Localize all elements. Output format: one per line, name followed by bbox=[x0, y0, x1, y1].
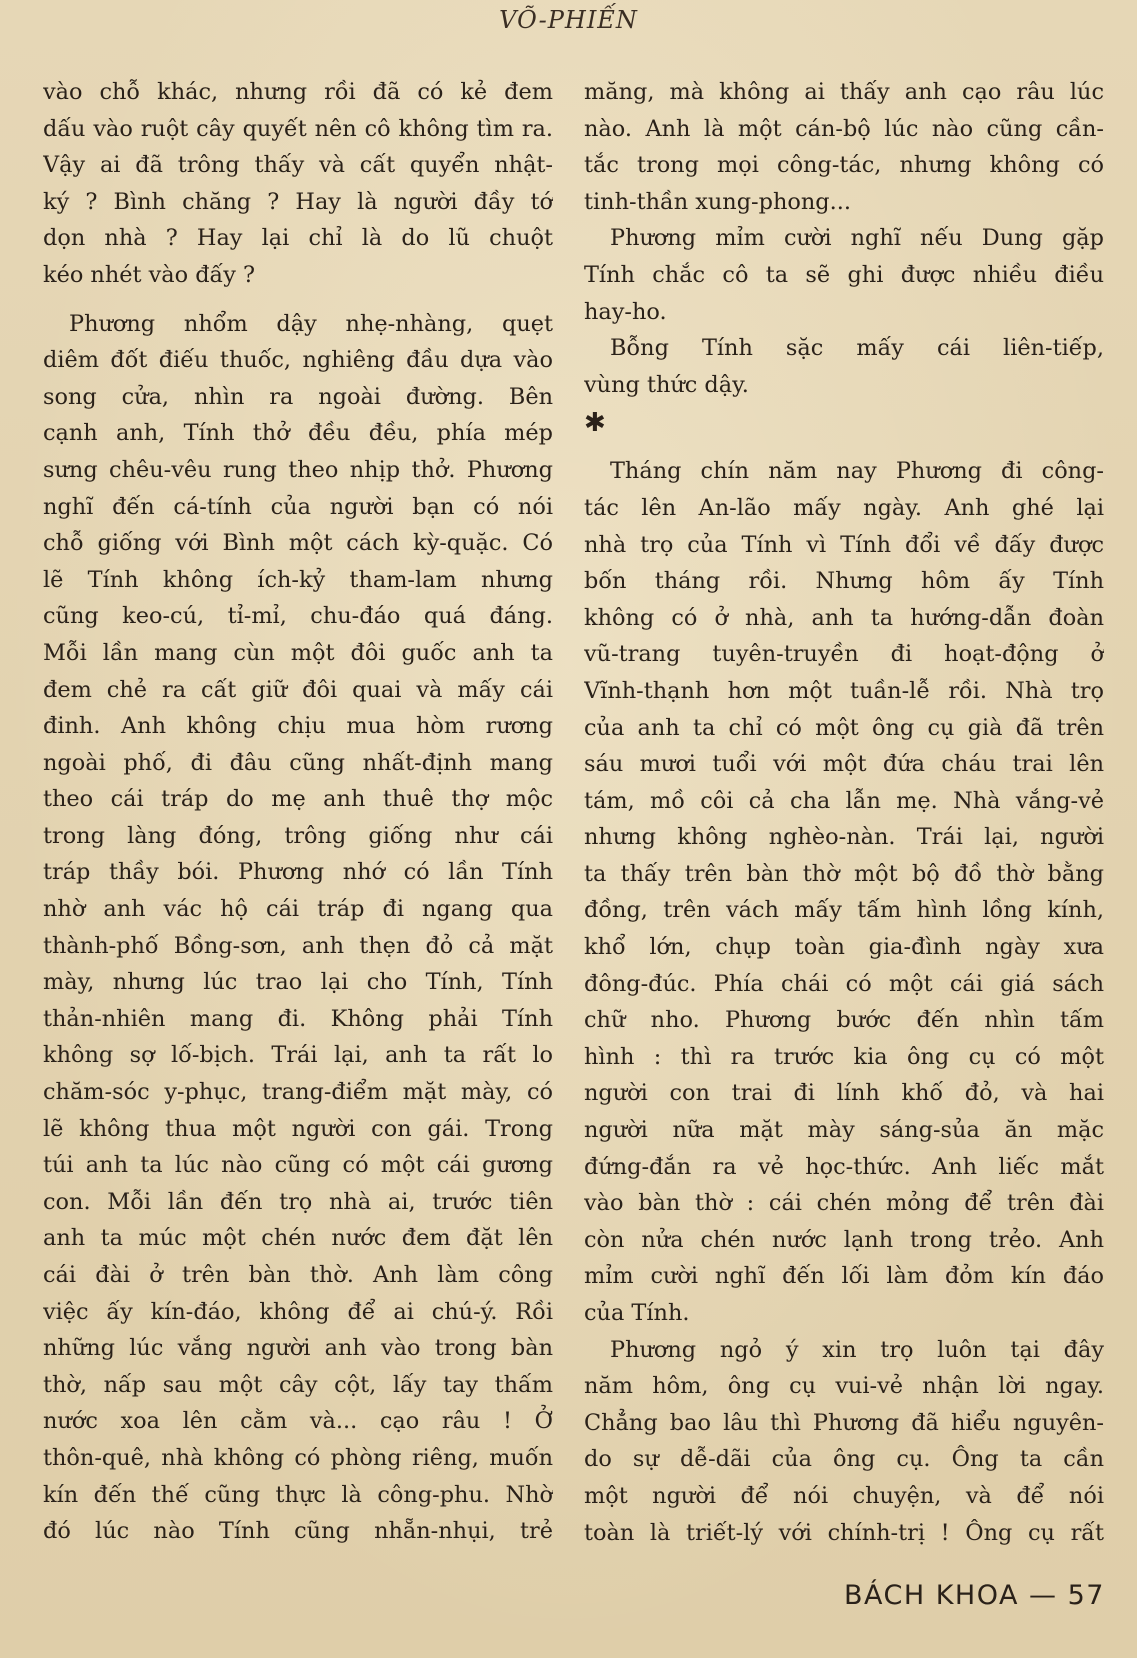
text-line: của Tính. bbox=[584, 1300, 690, 1326]
text-line: đông-đúc. Phía chái có một cái giá sách bbox=[584, 970, 1104, 997]
text-line: Mỗi lần mang cùn một đôi guốc anh ta bbox=[43, 639, 553, 666]
text-line: thành-phố Bồng-sơn, anh thẹn đỏ cả mặt bbox=[43, 932, 553, 959]
left-column bbox=[43, 74, 553, 1550]
text-line: đó lúc nào Tính cũng nhẵn-nhụi, trẻ bbox=[43, 1518, 553, 1545]
text-line: Phương nhổm dậy nhẹ-nhàng, quẹt bbox=[69, 310, 553, 337]
text-line: cũng keo-cú, tỉ-mỉ, chu-đáo quá đáng. bbox=[43, 603, 553, 630]
text-line: nào. Anh là một cán-bộ lúc nào cũng cần- bbox=[584, 115, 1104, 142]
text-line: Phương mỉm cười nghĩ nếu Dung gặp bbox=[610, 225, 1104, 252]
text-line: vũ-trang tuyên-truyền đi hoạt-động ở bbox=[584, 641, 1104, 668]
text-line: ta thấy trên bàn thờ một bộ đồ thờ bằng bbox=[584, 860, 1104, 887]
text-line: Tháng chín năm nay Phương đi công- bbox=[610, 458, 1104, 485]
text-line: Chẳng bao lâu thì Phương đã hiểu nguyên- bbox=[584, 1409, 1104, 1436]
text-line: trong làng đóng, trông giống như cái bbox=[43, 822, 553, 849]
text-line: nhờ anh vác hộ cái tráp đi ngang qua bbox=[43, 896, 553, 923]
text-line: việc ấy kín-đáo, không để ai chú-ý. Rồi bbox=[43, 1298, 553, 1325]
text-line: vùng thức dậy. bbox=[584, 371, 749, 398]
text-line: kéo nhét vào đấy ? bbox=[43, 261, 256, 288]
text-line: anh ta múc một chén nước đem đặt lên bbox=[43, 1225, 553, 1252]
text-line: thờ, nấp sau một cây cột, lấy tay thấm bbox=[43, 1371, 553, 1398]
right-column bbox=[584, 74, 1104, 1551]
text-line: khổ lớn, chụp toàn gia-đình ngày xưa bbox=[584, 934, 1104, 961]
text-line: hay-ho. bbox=[584, 298, 667, 325]
text-line: đinh. Anh không chịu mua hòm rương bbox=[43, 713, 553, 740]
text-line: lẽ Tính không ích-kỷ tham-lam nhưng bbox=[43, 566, 553, 593]
text-line: bốn tháng rồi. Nhưng hôm ấy Tính bbox=[584, 568, 1104, 595]
text-line: Vậy ai đã trông thấy và cất quyển nhật- bbox=[43, 152, 553, 179]
text-line: Vĩnh-thạnh hơn một tuần-lễ rồi. Nhà trọ bbox=[584, 677, 1104, 704]
text-line: mày, nhưng lúc trao lại cho Tính, Tính bbox=[43, 969, 553, 996]
text-line: nhà trọ của Tính vì Tính đổi về đấy được bbox=[584, 531, 1104, 558]
text-line: chữ nho. Phương bước đến nhìn tấm bbox=[584, 1007, 1104, 1034]
text-line: chỗ giống với Bình một cách kỳ-quặc. Có bbox=[43, 530, 553, 557]
running-head-author: VÕ-PHIẾN bbox=[499, 6, 638, 34]
text-line: Phương ngỏ ý xin trọ luôn tại đây bbox=[610, 1336, 1104, 1363]
text-line: những lúc vắng người anh vào trong bàn bbox=[43, 1335, 553, 1362]
text-line: túi anh ta lúc nào cũng có một cái gương bbox=[43, 1152, 553, 1179]
text-line: do sự dễ-dãi của ông cụ. Ông ta cần bbox=[584, 1446, 1104, 1473]
text-line: còn nửa chén nước lạnh trong trẻo. Anh bbox=[584, 1226, 1104, 1253]
text-line: người nữa mặt mày sáng-sủa ăn mặc bbox=[584, 1117, 1104, 1144]
text-line: con. Mỗi lần đến trọ nhà ai, trước tiên bbox=[43, 1188, 553, 1215]
text-line: Bỗng Tính sặc mấy cái liên-tiếp, bbox=[610, 335, 1104, 362]
text-line: tinh-thần xung-phong... bbox=[584, 188, 851, 215]
text-line: người con trai đi lính khố đỏ, và hai bbox=[584, 1080, 1104, 1107]
text-line: nhưng không nghèo-nàn. Trái lại, người bbox=[584, 824, 1104, 851]
text-line: không sợ lố-bịch. Trái lại, anh ta rất lo bbox=[43, 1042, 553, 1069]
text-line: vào bàn thờ : cái chén mỏng để trên đài bbox=[584, 1190, 1104, 1217]
paragraph-gap bbox=[43, 294, 553, 306]
text-line: thôn-quê, nhà không có phòng riêng, muốn bbox=[43, 1444, 553, 1471]
text-line: sưng chêu-vêu rung theo nhịp thở. Phương bbox=[43, 456, 553, 483]
text-line: sáu mươi tuổi với một đứa cháu trai lên bbox=[584, 751, 1104, 778]
text-line: kín đến thế cũng thực là công-phu. Nhờ bbox=[43, 1481, 553, 1508]
text-line: theo cái tráp do mẹ anh thuê thợ mộc bbox=[43, 786, 553, 813]
text-line: nước xoa lên cằm và... cạo râu ! Ở bbox=[43, 1408, 553, 1435]
text-line: đồng, trên vách mấy tấm hình lồng kính, bbox=[584, 897, 1104, 924]
text-line: tám, mồ côi cả cha lẫn mẹ. Nhà vắng-vẻ bbox=[584, 787, 1104, 814]
text-line: của anh ta chỉ có một ông cụ già đã trên bbox=[584, 714, 1104, 741]
text-line: dọn nhà ? Hay lại chỉ là do lũ chuột bbox=[43, 225, 553, 252]
text-line: chăm-sóc y-phục, trang-điểm mặt mày, có bbox=[43, 1079, 553, 1106]
text-line: đem chẻ ra cất giữ đôi quai và mấy cái bbox=[43, 676, 553, 703]
text-line: tráp thầy bói. Phương nhớ có lần Tính bbox=[43, 859, 553, 886]
right-column-top bbox=[584, 74, 1104, 403]
text-line: cái đài ở trên bàn thờ. Anh làm công bbox=[43, 1262, 553, 1288]
text-line: Tính chắc cô ta sẽ ghi được nhiều điều bbox=[584, 261, 1104, 288]
text-line: mỉm cười nghĩ đến lối làm đỏm kín đáo bbox=[584, 1263, 1104, 1290]
text-line: măng, mà không ai thấy anh cạo râu lúc bbox=[584, 79, 1104, 105]
right-column-bottom bbox=[584, 453, 1104, 1551]
text-line: năm hôm, ông cụ vui-vẻ nhận lời ngay. bbox=[584, 1373, 1104, 1400]
text-line: lẽ không thua một người con gái. Trong bbox=[43, 1115, 553, 1142]
text-line: cạnh anh, Tính thở đều đều, phía mép bbox=[43, 420, 553, 447]
text-line: thản-nhiên mang đi. Không phải Tính bbox=[43, 1005, 553, 1032]
text-line: tắc trong mọi công-tác, nhưng không có bbox=[584, 152, 1104, 179]
text-line: đứng-đắn ra vẻ học-thức. Anh liếc mắt bbox=[584, 1153, 1104, 1180]
text-line: hình : thì ra trước kia ông cụ có một bbox=[584, 1043, 1104, 1070]
text-line: dấu vào ruột cây quyết nên cô không tìm ra. bbox=[43, 115, 553, 142]
text-line: ký ? Bình chăng ? Hay là người đầy tớ bbox=[43, 188, 553, 215]
footer-magazine-page-number: BÁCH KHOA — 57 bbox=[843, 1580, 1105, 1611]
section-gap bbox=[584, 443, 1104, 453]
text-line: toàn là triết-lý với chính-trị ! Ông cụ rất bbox=[584, 1519, 1104, 1546]
text-line: tác lên An-lão mấy ngày. Anh ghé lại bbox=[584, 494, 1104, 521]
text-line: nghĩ đến cá-tính của người bạn có nói bbox=[43, 493, 553, 520]
text-line: ngoài phố, đi đâu cũng nhất-định mang bbox=[43, 749, 553, 776]
text-line: không có ở nhà, anh ta hướng-dẫn đoàn bbox=[584, 604, 1104, 631]
text-line: song cửa, nhìn ra ngoài đường. Bên bbox=[43, 383, 553, 410]
section-break-mark: ✱ bbox=[584, 408, 606, 439]
text-line: diêm đốt điếu thuốc, nghiêng đầu dựa vào bbox=[43, 347, 553, 374]
text-line: một người để nói chuyện, và để nói bbox=[584, 1482, 1104, 1509]
text-line: vào chỗ khác, nhưng rồi đã có kẻ đem bbox=[43, 79, 553, 105]
